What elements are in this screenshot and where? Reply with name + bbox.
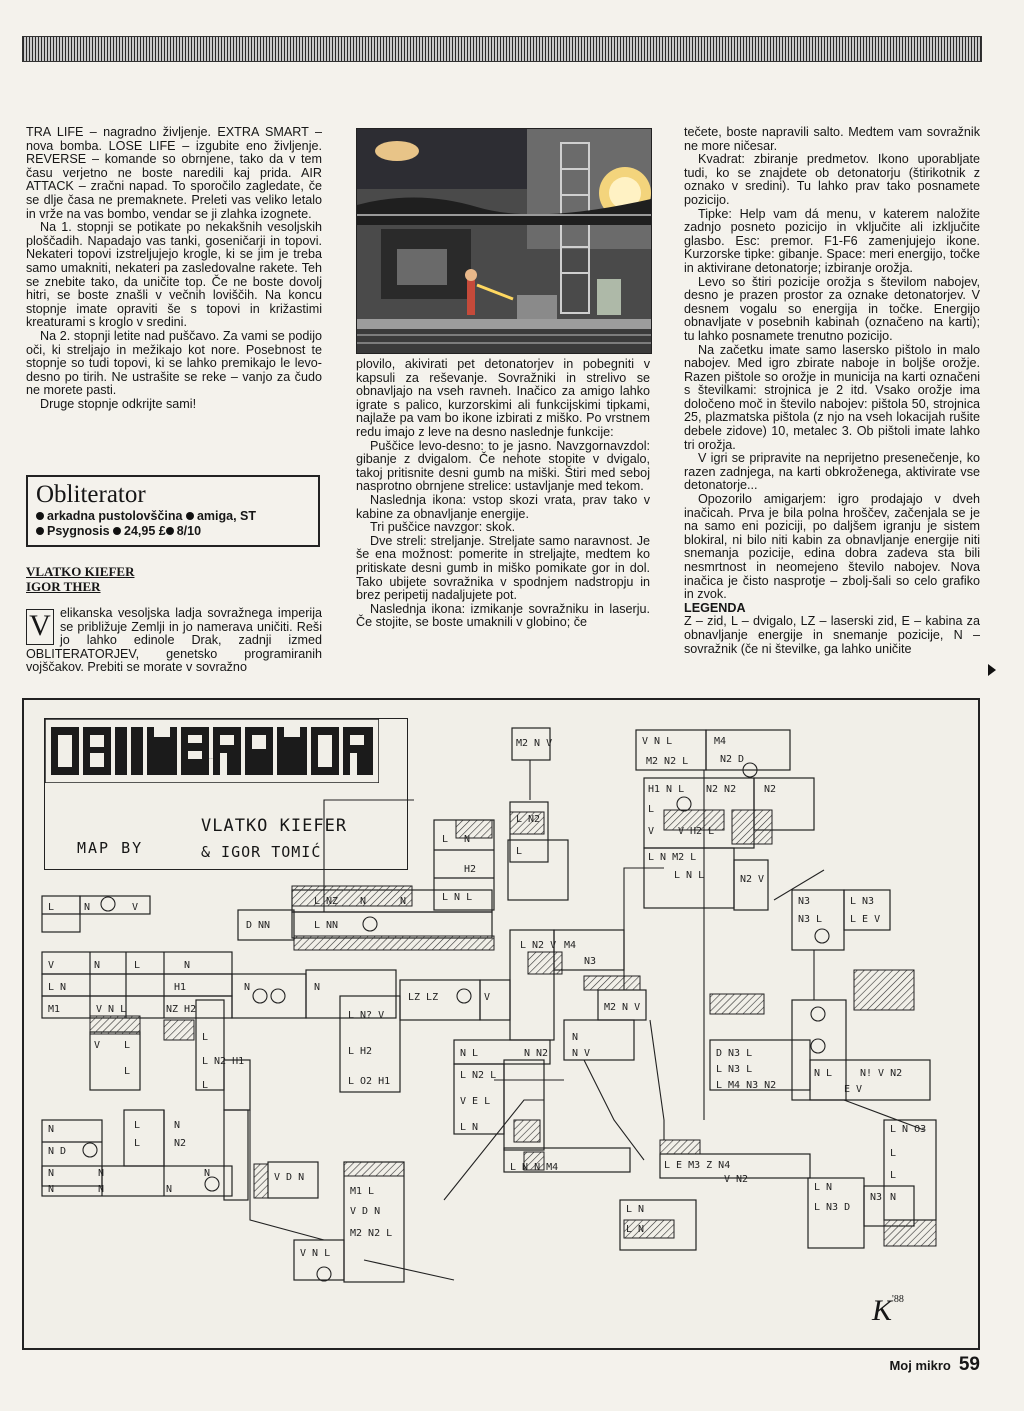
svg-text:N2 V: N2 V [740, 874, 765, 885]
paragraph: V igri se pripravite na neprijetno presenečenje, ko razen zadnjega, na karti obkroženega, aktivirate vse detonatorje... [684, 451, 980, 493]
svg-text:D NN: D NN [246, 920, 271, 931]
magazine-name: Moj mikro [889, 1358, 951, 1373]
svg-text:L NN: L NN [314, 920, 339, 931]
svg-text:N V: N V [572, 1048, 591, 1059]
svg-text:N: N [48, 1184, 55, 1195]
bullet-icon [36, 512, 44, 520]
svg-text:V D N: V D N [274, 1172, 305, 1183]
svg-text:N: N [400, 896, 407, 907]
paragraph: Druge stopnje odkrijte sami! [40, 396, 197, 411]
svg-text:N L: N L [814, 1068, 833, 1079]
paragraph: Na začetku imate samo lasersko pištolo in malo nabojev. Med igro zbirate naboje in boljše orožje. Razen pištole so orožje in municija na karti označeni s številkami: strojnica je 2 itd. Vsako orožje ima določeno moč in število nabojev: pištola 50, strojnica 25, plazmatska pištola (z njo na vseh lokacijah rušite debele zidove) 10, metalec 3. Ob pištoli imate lahko tri orožja. [684, 342, 980, 452]
svg-text:V: V [132, 902, 139, 913]
top-decorative-bar [22, 36, 982, 62]
svg-text:L: L [134, 1120, 141, 1131]
page-number: 59 [958, 1354, 980, 1375]
svg-text:L N: L N [626, 1204, 645, 1215]
svg-text:M2 N V: M2 N V [604, 1002, 641, 1013]
svg-text:L O2 H1: L O2 H1 [348, 1076, 391, 1087]
svg-text:H1 N L: H1 N L [648, 784, 685, 795]
svg-text:OBLITERATOR: OBLITERATOR [208, 759, 216, 760]
svg-text:N: N [98, 1168, 105, 1179]
svg-text:M2 N2 L: M2 N2 L [646, 756, 689, 767]
svg-text:N2: N2 [174, 1138, 187, 1149]
svg-text:N3: N3 [798, 896, 811, 907]
paragraph: Naslednja ikona: izmikanje sovražniku in laserju. Če stojite, se boste umaknili v globino; če [356, 601, 650, 630]
svg-text:M2 N V: M2 N V [516, 738, 553, 749]
svg-text:L N M2 L: L N M2 L [648, 852, 697, 863]
paragraph: Tri puščice navzgor: skok. [370, 520, 516, 535]
paragraph: Dve streli: streljanje. Streljate samo naravnost. Je še ena možnost: pomerite in streljajte, medtem ko pritiskate desni gumb in miško pomikate gor in dol. Tako ubijete sovražnika v spodnjem nadstropju in brez peripetij nadaljujete pot. [356, 533, 650, 603]
svg-text:L: L [48, 902, 55, 913]
svg-text:N: N [572, 1032, 579, 1043]
svg-text:N: N [360, 896, 367, 907]
svg-text:L: L [890, 1148, 897, 1159]
svg-text:D N3 L: D N3 L [716, 1048, 753, 1059]
page-footer [889, 1354, 980, 1376]
svg-text:V N2: V N2 [724, 1174, 749, 1185]
article-column-3 [684, 126, 980, 656]
bullet-icon [166, 527, 174, 535]
svg-text:N: N [166, 1184, 173, 1195]
svg-text:N: N [184, 960, 191, 971]
svg-text:L: L [648, 804, 655, 815]
paragraph: Kvadrat: zbiranje predmetov. Ikono uporabljate tudi, ko se znajdete ob detonatorju (štirikotnik z oznako v sredini). Tu lahko prav tako posnamete pozicijo. [684, 152, 980, 207]
svg-text:V: V [484, 992, 491, 1003]
legend-text: Z – zid, L – dvigalo, LZ – laserski zid, E – kabina za obnavljanje energije in snemanje pozicije, N – sovražnik (če ni številke, ga lahko uničite [684, 614, 980, 656]
svg-text:L N3 D: L N3 D [814, 1202, 851, 1213]
svg-text:L N2 L: L N2 L [460, 1070, 497, 1081]
obliterator-logo [45, 719, 379, 783]
game-info-box [26, 475, 320, 547]
svg-text:L N? V: L N? V [348, 1010, 385, 1021]
svg-text:L E V: L E V [850, 914, 881, 925]
paragraph: Puščice levo-desno: to je jasno. Navzgornavzdol: gibanje z dvigalom. Če nehote stopite v dvigalo, takoj pritisnite desni gumb na miški. Štiri med seboj nasprotno obrnjene strelice: ustavljanje med tekom. [356, 438, 650, 494]
svg-text:V: V [48, 960, 55, 971]
svg-text:N L: N L [460, 1048, 479, 1059]
game-map [22, 698, 980, 1350]
svg-text:L: L [134, 960, 141, 971]
svg-text:L N2 V: L N2 V [520, 940, 557, 951]
svg-text:L H2: L H2 [348, 1046, 373, 1057]
svg-text:V H2 L: V H2 L [678, 826, 715, 837]
svg-text:L NZ: L NZ [314, 896, 339, 907]
paragraph: tečete, boste napravili salto. Medtem vam sovražnik ne more ničesar. [684, 125, 980, 153]
svg-text:L: L [202, 1032, 209, 1043]
continue-arrow-icon [988, 664, 996, 676]
bullet-icon [113, 527, 121, 535]
publisher-price-line: Psygnosis 24,95 £ 8/10 [36, 524, 310, 539]
svg-text:L: L [890, 1170, 897, 1181]
map-authors: VLATKO KIEFER & IGOR TOMIĆ [201, 816, 348, 861]
svg-text:L: L [124, 1066, 131, 1077]
game-screenshot [356, 128, 652, 354]
artist-signature: $K^{'88}$ [872, 1294, 904, 1327]
svg-text:L N O3: L N O3 [890, 1124, 927, 1135]
legend-heading: LEGENDA [684, 600, 746, 615]
svg-text:V N L: V N L [642, 736, 673, 747]
svg-text:L N L: L N L [674, 870, 705, 881]
svg-text:V: V [94, 1040, 101, 1051]
svg-text:N: N [48, 1168, 55, 1179]
svg-text:L N3 L: L N3 L [716, 1064, 753, 1075]
svg-text:N: N [84, 902, 91, 913]
paragraph: plovilo, akivirati pet detonatorjev in pobegniti v kapsuli za reševanje. Sovražniki in strelivo se obnavljajo na vseh ravneh. Inačico za amigo lahko igrate s palico, kurzorskimi ali funkcijskimi tipkami, najlaže pa vam bo ikone izbirati z miško. Po vrstnem redu imajo z leve na desno naslednje funkcije: [356, 357, 650, 439]
paragraph: Levo so štiri pozicije orožja s številom nabojev, desno je prazen prostor za oznake detonatorjev. V desnem vogalu so energija in točke. Energijo obnavljate v posebnih kabinah (označeno na karti); tu lahko posnamete trenutno pozicijo. [684, 274, 980, 343]
svg-text:L: L [516, 846, 523, 857]
svg-text:N: N [48, 1124, 55, 1135]
article-intro: V elikanska vesoljska ladja sovražnega imperija se približuje Zemlji in jo namerava uničiti. Reši jo lahko edinole Drak, zadnji izmed OBLITERATORJEV, genetsko programiranih vojščakov. Prebiti se morate v sovražno [26, 606, 322, 675]
bullet-icon [186, 512, 194, 520]
svg-text:M1: M1 [48, 1004, 61, 1015]
svg-text:N D: N D [48, 1146, 67, 1157]
svg-text:L N: L N [814, 1182, 833, 1193]
svg-text:L E M3 Z N4: L E M3 Z N4 [664, 1160, 731, 1171]
paragraph: TRA LIFE – nagradno življenje. EXTRA SMART – nova bomba. LOSE LIFE – izgubite eno življenje. REVERSE – komande so obrnjene, tako da v tem času verjetno ne boste naredili kaj prida. AIR ATTACK – zračni napad. To sporočilo zagledate, če se dlje časa ne premaknete. Preleti vas veliko letalo in vrže na vas bombo, vendar se ji zlahka izognete. [26, 125, 322, 221]
svg-text:L N2: L N2 [516, 814, 541, 825]
svg-text:V D N: V D N [350, 1206, 381, 1217]
svg-text:L: L [442, 834, 449, 845]
svg-text:V N L: V N L [96, 1004, 127, 1015]
svg-text:L N2 H1: L N2 H1 [202, 1056, 245, 1067]
article-column-1 [26, 126, 322, 411]
genre-platform-line: arkadna pustolovščina amiga, ST [36, 509, 310, 524]
svg-text:M4: M4 [564, 940, 577, 951]
svg-text:NZ H2: NZ H2 [166, 1004, 197, 1015]
svg-text:N2 N2: N2 N2 [706, 784, 737, 795]
svg-text:M2 N2 L: M2 N2 L [350, 1228, 393, 1239]
svg-text:H1: H1 [174, 982, 187, 993]
svg-text:L N3: L N3 [850, 896, 875, 907]
svg-text:V E L: V E L [460, 1096, 491, 1107]
paragraph: Tipke: Help vam dá menu, v katerem naložite zadnjo posneto pozicijo in vključite ali izključite glasbo. Esc: premor. F1-F6 zamenjujejo ikone. Kurzorske tipke: gibanje. Space: meri energijo, točke in aktivirane detonatorje; izbiranje orožja. [684, 206, 980, 275]
paragraph: Na 1. stopnji se potikate po nekakšnih vesoljskih ploščadih. Napadajo vas tanki, goseničarji in topovi. Nekateri topovi izstreljujejo krogle, ki se jim je treba samo umakniti, nekateri pa zasledovalne rakete. Teh se znebite tako, da uničite top. Če ne boste dovolj hitri, se boste znašli v večnih loviščih. Na koncu stopnje imate opraviti še s topovi in križastimi kreaturami s kroglo v sredini. [26, 220, 322, 330]
map-by-label: MAP BY [77, 839, 144, 857]
svg-text:N! V N2: N! V N2 [860, 1068, 903, 1079]
game-title: Obliterator [36, 481, 146, 508]
paragraph: Naslednja ikona: vstop skozi vrata, prav tako v kabine za obnavljanje energije. [356, 492, 650, 521]
svg-text:L: L [134, 1138, 141, 1149]
svg-text:L M4 N3 N2: L M4 N3 N2 [716, 1080, 777, 1091]
svg-text:L: L [202, 1080, 209, 1091]
svg-text:V N L: V N L [300, 1248, 331, 1259]
svg-text:N: N [204, 1168, 211, 1179]
svg-text:L N N M4: L N N M4 [510, 1162, 559, 1173]
paragraph: Opozorilo amigarjem: igro prodajajo v dveh inačicah. Prva je bila polna hroščev, začenjala se je na samo eni poziciji, po daljšem igranju je sistem blokiral, ni bilo niti kabin za obnavljanje energije niti snemanja pozicije, edina dobra zadeva sta bili nesmrtnost in neomejeno število nabojev. Nova inačica je čisto nasprotje – zbolj-šali so celo grafiko in zvok. [684, 492, 980, 602]
paragraph: Na 2. stopnji letite nad puščavo. Za vami se podijo oči, ki streljajo in mežikajo kot nore. Posebnost te stopnje so tudi topovi, ki se lahko premikajo le levo-desno po tirih. Ne ustrašite se reke – vanjo za čudo ne morete pasti. [26, 328, 322, 398]
svg-text:V: V [648, 826, 655, 837]
svg-text:M4: M4 [714, 736, 727, 747]
map-title-block [44, 718, 408, 870]
svg-text:N: N [244, 982, 251, 993]
svg-text:N: N [174, 1120, 181, 1131]
svg-text:N: N [314, 982, 321, 993]
svg-text:N3: N3 [584, 956, 597, 967]
svg-text:N: N [464, 834, 471, 845]
article-column-2 [356, 358, 650, 630]
svg-text:N3 L: N3 L [798, 914, 823, 925]
drop-cap: V [26, 609, 54, 645]
svg-text:L: L [124, 1040, 131, 1051]
svg-text:L N: L N [460, 1122, 479, 1133]
svg-text:L N L: L N L [442, 892, 473, 903]
svg-text:LZ LZ: LZ LZ [408, 992, 439, 1003]
svg-text:L N: L N [48, 982, 67, 993]
svg-text:N: N [890, 1192, 897, 1203]
svg-text:H2: H2 [464, 864, 477, 875]
svg-text:N2: N2 [764, 784, 777, 795]
svg-text:N N2: N N2 [524, 1048, 549, 1059]
article-authors: VLATKO KIEFER IGOR THER [26, 564, 135, 594]
svg-text:E V: E V [844, 1084, 863, 1095]
svg-text:N: N [94, 960, 101, 971]
svg-text:N3: N3 [870, 1192, 883, 1203]
bullet-icon [36, 527, 44, 535]
svg-text:M1 L: M1 L [350, 1186, 375, 1197]
svg-text:N2 D: N2 D [720, 754, 745, 765]
svg-text:N: N [98, 1184, 105, 1195]
svg-text:L N: L N [626, 1224, 645, 1235]
